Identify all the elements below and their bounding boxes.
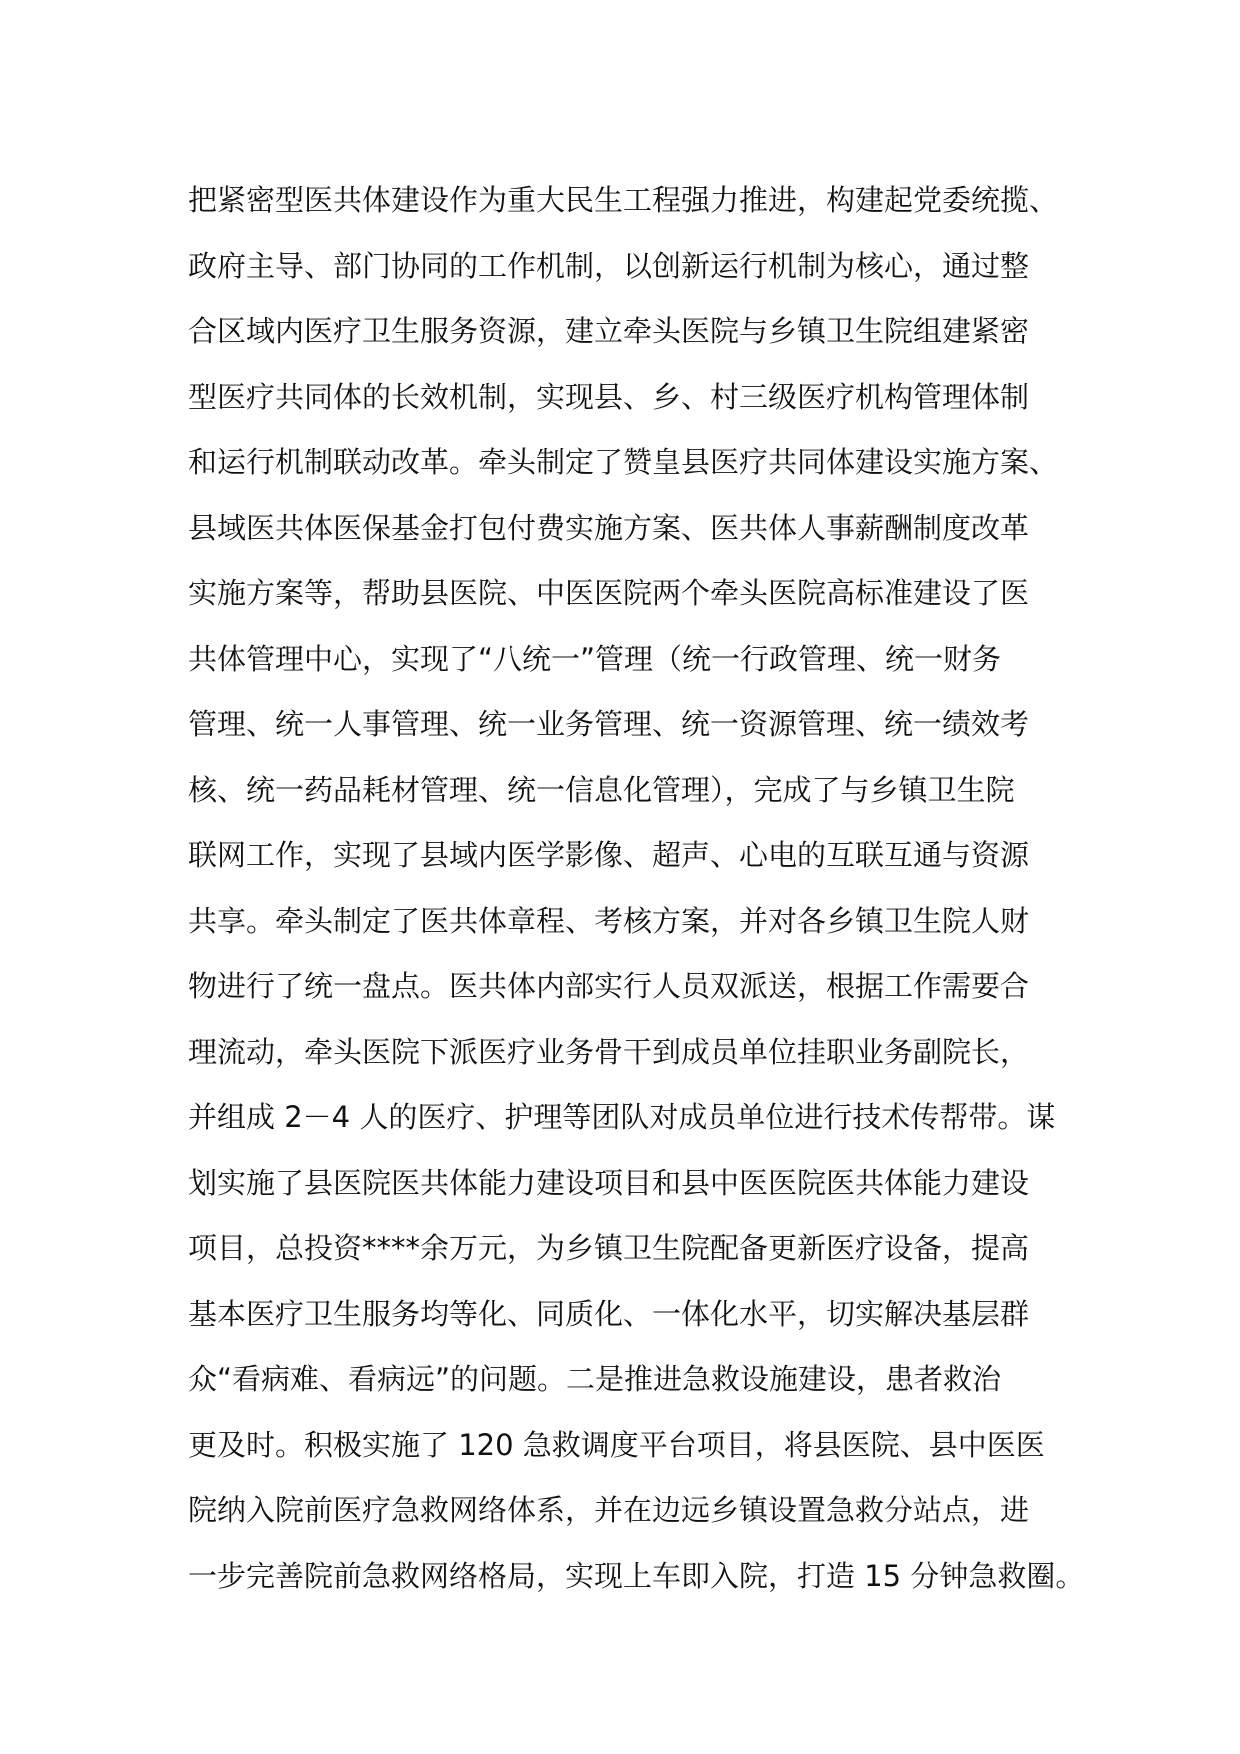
text-line: 划实施了县医院医共体能力建设项目和县中医医院医共体能力建设 [188, 1165, 1030, 1200]
text-line: 更及时。积极实施了 120 急救调度平台项目，将县医院、县中医医 [188, 1427, 1045, 1462]
text-line: 政府主导、部门协同的工作机制，以创新运行机制为核心，通过整 [188, 248, 1030, 283]
text-line: 联网工作，实现了县域内医学影像、超声、心电的互联互通与资源 [188, 838, 1030, 872]
text-line: 型医疗共同体的长效机制，实现县、乡、村三级医疗机构管理体制 [188, 379, 1030, 414]
text-line: 实施方案等，帮助县医院、中医医院两个牵头医院高标准建设了医 [188, 576, 1030, 610]
text-line: 合区域内医疗卫生服务资源，建立牵头医院与乡镇卫生院组建紧密 [188, 314, 1030, 348]
text-line: 管理、统一人事管理、统一业务管理、统一资源管理、统一绩效考 [188, 707, 1030, 741]
text-line: 把紧密型医共体建设作为重大民生工程强力推进，构建起党委统揽、 [188, 183, 1059, 217]
text-line: 并组成 2－4 人的医疗、护理等团队对成员单位进行技术传帮带。谋 [188, 1100, 1056, 1134]
text-line: 项目，总投资****余万元，为乡镇卫生院配备更新医疗设备，提高 [188, 1231, 1030, 1265]
text-line: 共享。牵头制定了医共体章程、考核方案，并对各乡镇卫生院人财 [188, 903, 1030, 938]
text-line: 和运行机制联动改革。牵头制定了赞皇县医疗共同体建设实施方案、 [188, 445, 1059, 479]
text-line: 众“看病难、看病远”的问题。二是推进急救设施建设，患者救治 [188, 1362, 1002, 1396]
text-line: 核、统一药品耗材管理、统一信息化管理），完成了与乡镇卫生院 [188, 772, 1015, 807]
text-line: 一步完善院前急救网络格局，实现上车即入院，打造 15 分钟急救圈。 [188, 1558, 1085, 1593]
body-paragraph [188, 168, 1088, 1609]
text-line: 院纳入院前医疗急救网络体系，并在边远乡镇设置急救分站点，进 [188, 1493, 1030, 1527]
text-line: 共体管理中心，实现了“八统一”管理（统一行政管理、统一财务 [188, 641, 1002, 676]
text-line: 基本医疗卫生服务均等化、同质化、一体化水平，切实解决基层群 [188, 1296, 1030, 1331]
text-line: 县域医共体医保基金打包付费实施方案、医共体人事薪酬制度改革 [188, 510, 1030, 545]
text-line: 物进行了统一盘点。医共体内部实行人员双派送，根据工作需要合 [188, 969, 1030, 1003]
text-line: 理流动，牵头医院下派医疗业务骨干到成员单位挂职业务副院长， [188, 1034, 1030, 1069]
